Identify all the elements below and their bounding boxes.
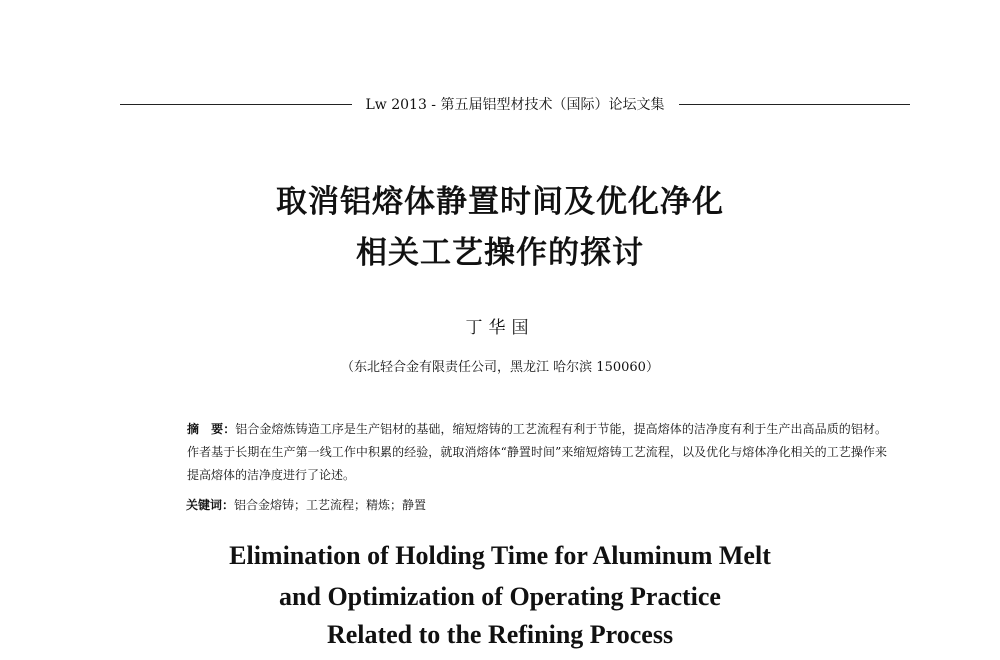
chinese-title-line-1: 取消铝熔体静置时间及优化净化 bbox=[276, 184, 724, 220]
chinese-title-line-2: 相关工艺操作的探讨 bbox=[356, 235, 644, 271]
abstract-label: 摘 要： bbox=[187, 422, 236, 436]
header-text: Lw 2013 - 第五届铝型材技术（国际）论坛文集 bbox=[365, 97, 665, 113]
keywords-label: 关键词： bbox=[186, 498, 235, 512]
english-title-line-2: and Optimization of Operating Practice bbox=[279, 582, 721, 611]
english-title-line-3: Related to the Refining Process bbox=[326, 620, 674, 649]
abstract-text: 铝合金熔炼铸造工序是生产铝材的基础，缩短熔铸的工艺流程有利于节能，提高熔体的洁净度有利于生产出高品质的铝材。作者基于长期在生产第一线工作中积累的经验，就取消熔体“静置时间”来缩短熔铸工艺流程，以及优化与熔体净化相关的工艺操作来提高熔体的洁净度进行了论述。 bbox=[187, 422, 887, 482]
abstract bbox=[157, 418, 887, 487]
header-rule-right bbox=[679, 104, 911, 105]
keywords bbox=[186, 496, 886, 513]
header-rule-left bbox=[120, 104, 352, 105]
keywords-text: 铝合金熔铸；工艺流程；精炼；静置 bbox=[234, 498, 427, 512]
running-header bbox=[120, 94, 910, 114]
author-affiliation: （东北轻合金有限责任公司，黑龙江 哈尔滨 150060） bbox=[341, 360, 659, 375]
english-title-line-1: Elimination of Holding Time for Aluminum Melt bbox=[229, 541, 771, 570]
author-name: 丁华国 bbox=[465, 318, 535, 338]
